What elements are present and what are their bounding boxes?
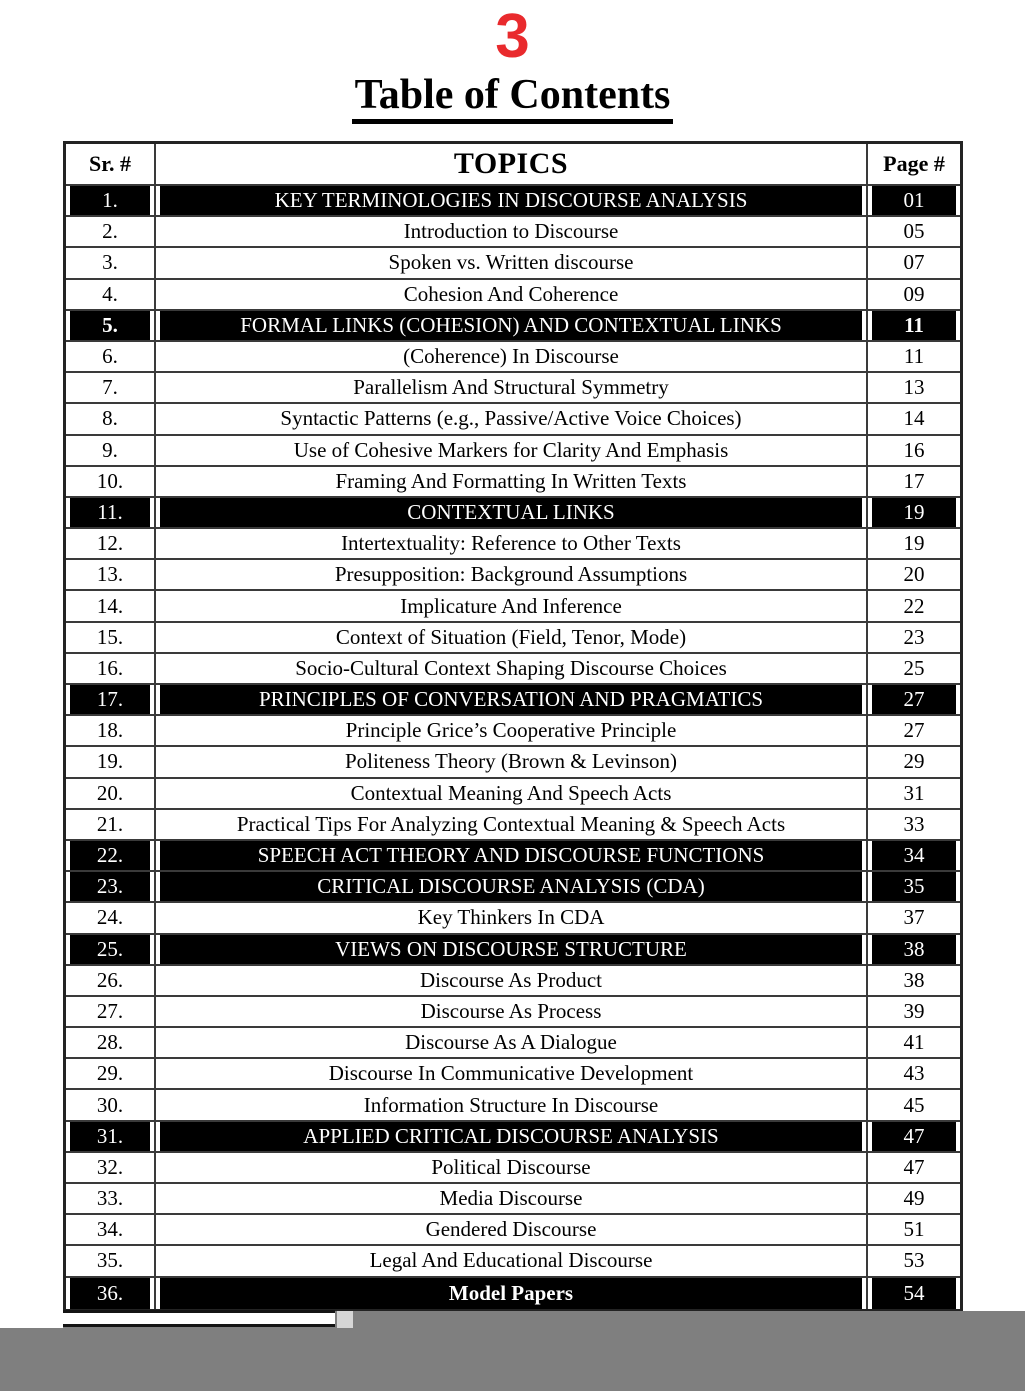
topic-text: Context of Situation (Field, Tenor, Mode) — [335, 624, 687, 649]
page-cell — [868, 1059, 960, 1088]
page-edge-remnant-bar — [63, 1310, 335, 1327]
page-number: 07 — [903, 250, 925, 275]
topic-cell — [156, 935, 868, 964]
page-number: 27 — [903, 718, 925, 743]
sr-cell — [66, 810, 156, 839]
topic-cell — [156, 1090, 868, 1119]
topic-cell — [156, 685, 868, 714]
sr-number: 22. — [96, 843, 124, 868]
page-number: 05 — [903, 219, 925, 244]
page-cell — [868, 1215, 960, 1244]
page-number: 25 — [903, 655, 925, 680]
sr-number: 19. — [96, 749, 124, 774]
sr-cell — [66, 560, 156, 589]
page-cell — [868, 685, 960, 714]
page-number: 23 — [903, 624, 925, 649]
sr-number: 28. — [96, 1030, 124, 1055]
sr-number: 20. — [96, 780, 124, 805]
sr-number: 8. — [102, 406, 118, 431]
sr-cell — [66, 716, 156, 745]
sr-cell — [66, 498, 156, 527]
table-row — [66, 779, 960, 810]
topic-cell — [156, 623, 868, 652]
sr-number: 26. — [96, 967, 124, 992]
topic-cell — [156, 1122, 868, 1151]
sr-cell — [66, 529, 156, 558]
sr-number: 35. — [96, 1248, 124, 1273]
sr-number: 13. — [96, 562, 124, 587]
page-number: 54 — [903, 1280, 925, 1305]
sr-number: 11. — [97, 499, 123, 524]
topic-text: CONTEXTUAL LINKS — [407, 499, 615, 524]
table-row — [66, 404, 960, 435]
table-row — [66, 591, 960, 622]
sr-cell — [66, 903, 156, 932]
topic-cell — [156, 747, 868, 776]
topic-text: Legal And Educational Discourse — [369, 1248, 653, 1273]
table-row — [66, 1028, 960, 1059]
page-number: 22 — [903, 593, 925, 618]
topic-cell — [156, 560, 868, 589]
page-number: 17 — [903, 468, 925, 493]
table-row — [66, 280, 960, 311]
page-cell — [868, 186, 960, 215]
sr-number: 16. — [96, 655, 124, 680]
topic-cell — [156, 903, 868, 932]
sr-number: 34. — [96, 1217, 124, 1242]
page-number: 27 — [903, 687, 925, 712]
page-cell — [868, 1246, 960, 1275]
page-number: 14 — [903, 406, 925, 431]
sr-cell — [66, 1028, 156, 1057]
topic-text: Political Discourse — [431, 1154, 591, 1179]
sr-number: 30. — [96, 1092, 124, 1117]
corner-page-number: 3 — [495, 2, 530, 71]
page-cell — [868, 841, 960, 870]
sr-cell — [66, 779, 156, 808]
sr-number: 14. — [96, 593, 124, 618]
table-row — [66, 1059, 960, 1090]
topic-text: Socio-Cultural Context Shaping Discourse Choices — [295, 655, 727, 680]
sr-number: 5. — [102, 312, 118, 337]
page-number: 34 — [903, 843, 925, 868]
topic-cell — [156, 498, 868, 527]
topic-cell — [156, 280, 868, 309]
sr-cell — [66, 311, 156, 340]
document-title-wrap — [0, 72, 1025, 124]
table-row — [66, 654, 960, 685]
sr-cell — [66, 966, 156, 995]
topic-cell — [156, 529, 868, 558]
table-row — [66, 810, 960, 841]
page-cell — [868, 654, 960, 683]
topic-cell — [156, 436, 868, 465]
page-number: 19 — [903, 499, 925, 524]
table-row — [66, 560, 960, 591]
sr-cell — [66, 1090, 156, 1119]
topic-text: Parallelism And Structural Symmetry — [353, 375, 669, 400]
table-row — [66, 529, 960, 560]
table-row — [66, 747, 960, 778]
sr-number: 1. — [102, 188, 118, 213]
sr-number: 4. — [102, 281, 118, 306]
topic-cell — [156, 1246, 868, 1275]
topic-cell — [156, 1215, 868, 1244]
sr-number: 3. — [102, 250, 118, 275]
topic-cell — [156, 966, 868, 995]
topic-text: Contextual Meaning And Speech Acts — [350, 780, 672, 805]
sr-cell — [66, 373, 156, 402]
table-row — [66, 1122, 960, 1153]
page-cell — [868, 248, 960, 277]
topic-text: Gendered Discourse — [425, 1217, 597, 1242]
topic-text: Implicature And Inference — [400, 593, 622, 618]
table-row — [66, 685, 960, 716]
page-edge-remnant-left — [0, 1311, 63, 1328]
topic-text: SPEECH ACT THEORY AND DISCOURSE FUNCTIONS — [257, 843, 765, 868]
topic-text: Politeness Theory (Brown & Levinson) — [344, 749, 678, 774]
sr-cell — [66, 841, 156, 870]
page-cell — [868, 280, 960, 309]
topic-text: Spoken vs. Written discourse — [388, 250, 634, 275]
sr-number: 7. — [102, 375, 118, 400]
topic-text: Framing And Formatting In Written Texts — [335, 468, 687, 493]
header-page-label: Page # — [883, 151, 945, 176]
page-cell — [868, 1090, 960, 1119]
sr-number: 9. — [102, 437, 118, 462]
sr-number: 31. — [96, 1123, 124, 1148]
page-cell — [868, 935, 960, 964]
sr-cell — [66, 1184, 156, 1213]
sr-cell — [66, 1059, 156, 1088]
table-row — [66, 436, 960, 467]
page-cell — [868, 903, 960, 932]
sr-cell — [66, 467, 156, 496]
table-row — [66, 1184, 960, 1215]
sr-number: 29. — [96, 1061, 124, 1086]
sr-number: 21. — [96, 811, 124, 836]
page-cell — [868, 1122, 960, 1151]
topic-text: Syntactic Patterns (e.g., Passive/Active Voice Choices) — [280, 406, 742, 431]
topic-cell — [156, 997, 868, 1026]
sr-cell — [66, 436, 156, 465]
page-cell — [868, 716, 960, 745]
topic-text: Media Discourse — [439, 1186, 583, 1211]
sr-cell — [66, 1215, 156, 1244]
sr-cell — [66, 591, 156, 620]
page-number: 51 — [903, 1217, 925, 1242]
topic-text: FORMAL LINKS (COHESION) AND CONTEXTUAL LINKS — [240, 312, 782, 337]
page-cell — [868, 311, 960, 340]
sr-number: 33. — [96, 1186, 124, 1211]
topic-cell — [156, 1028, 868, 1057]
page-number: 20 — [903, 562, 925, 587]
topic-cell — [156, 779, 868, 808]
topic-cell — [156, 810, 868, 839]
table-row — [66, 872, 960, 903]
page-number: 33 — [903, 811, 925, 836]
page-cell — [868, 997, 960, 1026]
table-row — [66, 623, 960, 654]
header-topic-label: TOPICS — [453, 147, 569, 180]
table-row — [66, 467, 960, 498]
page-cell — [868, 373, 960, 402]
sr-cell — [66, 248, 156, 277]
topic-cell — [156, 373, 868, 402]
page-number: 19 — [903, 531, 925, 556]
topic-cell — [156, 1184, 868, 1213]
topic-cell — [156, 841, 868, 870]
sr-cell — [66, 997, 156, 1026]
topic-text: Presupposition: Background Assumptions — [334, 562, 688, 587]
sr-number: 17. — [96, 687, 124, 712]
topic-text: PRINCIPLES OF CONVERSATION AND PRAGMATICS — [258, 687, 764, 712]
topic-cell — [156, 311, 868, 340]
page-number: 31 — [903, 780, 925, 805]
page-cell — [868, 1278, 960, 1309]
table-row — [66, 997, 960, 1028]
topic-text: APPLIED CRITICAL DISCOURSE ANALYSIS — [303, 1123, 719, 1148]
page-number: 43 — [903, 1061, 925, 1086]
sr-number: 10. — [96, 468, 124, 493]
sr-number: 24. — [96, 905, 124, 930]
topic-text: Cohesion And Coherence — [403, 281, 619, 306]
sr-cell — [66, 623, 156, 652]
topic-text: KEY TERMINOLOGIES IN DISCOURSE ANALYSIS — [274, 188, 748, 213]
table-row — [66, 1090, 960, 1121]
sr-cell — [66, 685, 156, 714]
page-cell — [868, 623, 960, 652]
topic-text: Discourse As Process — [420, 998, 602, 1023]
page-number: 13 — [903, 375, 925, 400]
document-title: Table of Contents — [352, 72, 674, 124]
sr-number: 12. — [96, 531, 124, 556]
topic-text: Model Papers — [448, 1280, 574, 1305]
page-number: 11 — [903, 344, 925, 369]
page-cell — [868, 498, 960, 527]
sr-cell — [66, 654, 156, 683]
topic-cell — [156, 342, 868, 371]
page-cell — [868, 966, 960, 995]
sr-cell — [66, 1153, 156, 1182]
sr-cell — [66, 217, 156, 246]
sr-cell — [66, 280, 156, 309]
table-row — [66, 373, 960, 404]
table-row — [66, 966, 960, 997]
page-number: 16 — [903, 437, 925, 462]
sr-number: 27. — [96, 998, 124, 1023]
sr-number: 2. — [102, 219, 118, 244]
topic-cell — [156, 248, 868, 277]
table-row — [66, 342, 960, 373]
topic-cell — [156, 654, 868, 683]
sr-cell — [66, 747, 156, 776]
topic-cell — [156, 872, 868, 901]
page-cell — [868, 1028, 960, 1057]
topic-cell — [156, 404, 868, 433]
table-row — [66, 716, 960, 747]
page-edge-remnant-square — [337, 1311, 353, 1328]
page-cell — [868, 404, 960, 433]
page-cell — [868, 436, 960, 465]
table-row — [66, 903, 960, 934]
table-row — [66, 1215, 960, 1246]
topic-text: Practical Tips For Analyzing Contextual Meaning & Speech Acts — [236, 811, 786, 836]
page-number: 53 — [903, 1248, 925, 1273]
topic-text: Information Structure In Discourse — [363, 1092, 659, 1117]
topic-text: CRITICAL DISCOURSE ANALYSIS (CDA) — [317, 874, 705, 899]
sr-number: 6. — [102, 344, 118, 369]
topic-text: Use of Cohesive Markers for Clarity And Emphasis — [293, 437, 729, 462]
page-number: 11 — [904, 312, 924, 337]
sr-cell — [66, 1278, 156, 1309]
header-topic-cell — [156, 144, 868, 184]
topic-text: Key Thinkers In CDA — [417, 905, 605, 930]
topic-text: (Coherence) In Discourse — [403, 344, 619, 369]
header-sr-label: Sr. # — [89, 151, 131, 176]
page-cell — [868, 810, 960, 839]
sr-number: 23. — [96, 874, 124, 899]
table-row — [66, 1153, 960, 1184]
topic-text: Discourse As A Dialogue — [405, 1030, 617, 1055]
sr-number: 25. — [96, 936, 124, 961]
sr-number: 15. — [96, 624, 124, 649]
page-cell — [868, 1153, 960, 1182]
topic-cell — [156, 591, 868, 620]
page-number: 47 — [903, 1123, 925, 1148]
toc-table — [63, 141, 963, 1312]
table-row — [66, 311, 960, 342]
page-cell — [868, 779, 960, 808]
page-cell — [868, 872, 960, 901]
topic-text: Principle Grice’s Cooperative Principle — [345, 718, 677, 743]
sr-cell — [66, 342, 156, 371]
table-row — [66, 1246, 960, 1277]
sr-cell — [66, 1122, 156, 1151]
page-number: 47 — [903, 1154, 925, 1179]
table-row — [66, 935, 960, 966]
page-number: 35 — [903, 874, 925, 899]
page-number: 38 — [903, 936, 925, 961]
topic-text: Introduction to Discourse — [403, 219, 619, 244]
table-body — [66, 186, 960, 1309]
page-cell — [868, 217, 960, 246]
page-cell — [868, 1184, 960, 1213]
page-number: 39 — [903, 998, 925, 1023]
page-number: 41 — [903, 1030, 925, 1055]
sr-number: 36. — [96, 1280, 124, 1305]
page-number: 45 — [903, 1092, 925, 1117]
page-cell — [868, 342, 960, 371]
topic-cell — [156, 467, 868, 496]
page-cell — [868, 560, 960, 589]
page-number: 09 — [903, 281, 925, 306]
page-cell — [868, 591, 960, 620]
sr-cell — [66, 404, 156, 433]
page-number: 01 — [903, 188, 925, 213]
page-cell — [868, 747, 960, 776]
page-cell — [868, 467, 960, 496]
sr-cell — [66, 186, 156, 215]
page-number: 37 — [903, 905, 925, 930]
topic-cell — [156, 1278, 868, 1309]
table-row — [66, 498, 960, 529]
page-cell — [868, 529, 960, 558]
header-sr-cell — [66, 144, 156, 184]
topic-cell — [156, 1059, 868, 1088]
page-number: 38 — [903, 967, 925, 992]
sr-cell — [66, 935, 156, 964]
page-number: 49 — [903, 1186, 925, 1211]
table-row — [66, 1278, 960, 1309]
topic-text: VIEWS ON DISCOURSE STRUCTURE — [335, 936, 687, 961]
page-number: 29 — [903, 749, 925, 774]
topic-cell — [156, 217, 868, 246]
table-header-row — [66, 144, 960, 186]
topic-cell — [156, 186, 868, 215]
sr-number: 32. — [96, 1154, 124, 1179]
topic-cell — [156, 1153, 868, 1182]
sr-cell — [66, 1246, 156, 1275]
table-row — [66, 841, 960, 872]
sr-number: 18. — [96, 718, 124, 743]
table-row — [66, 186, 960, 217]
header-page-cell — [868, 144, 960, 184]
table-row — [66, 248, 960, 279]
topic-cell — [156, 716, 868, 745]
table-row — [66, 217, 960, 248]
sr-cell — [66, 872, 156, 901]
topic-text: Discourse As Product — [420, 967, 602, 992]
topic-text: Discourse In Communicative Development — [328, 1061, 694, 1086]
topic-text: Intertextuality: Reference to Other Texts — [341, 531, 681, 556]
